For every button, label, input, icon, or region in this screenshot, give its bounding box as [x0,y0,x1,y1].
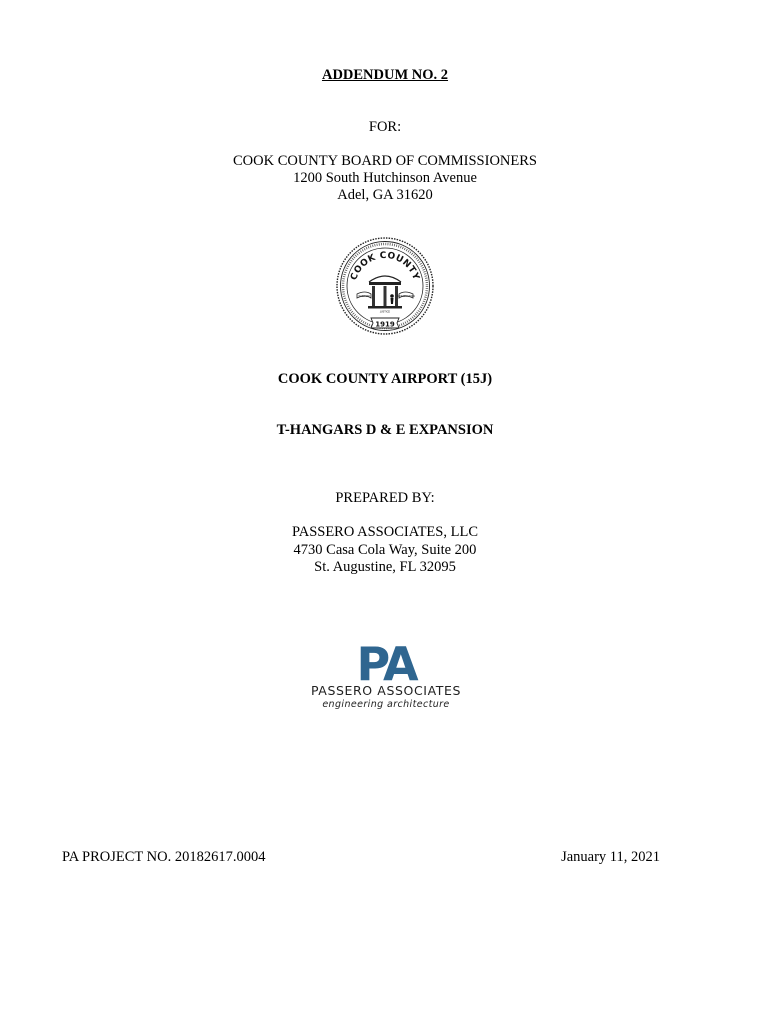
seal-text: COOK COUNTY [349,250,421,282]
document-date: January 11, 2021 [561,849,660,865]
project-number: PA PROJECT NO. 20182617.0004 [62,849,266,865]
owner-city: Adel, GA 31620 [337,187,433,203]
seal-scroll-right: MODERATION [397,295,415,298]
prepared-by-label: PREPARED BY: [335,490,435,506]
seal-scroll-left: WISDOM [358,295,370,298]
preparer-street: 4730 Casa Cola Way, Suite 200 [293,542,477,558]
logo-company: PASSERO ASSOCIATES [310,683,462,698]
seal-year: 1919 [375,320,395,329]
project-subtitle: T-HANGARS D & E EXPANSION [276,422,494,438]
passero-associates-logo-icon [308,640,468,712]
preparer-city: St. Augustine, FL 32095 [314,559,456,575]
svg-text:COOK COUNTY [349,251,421,282]
cook-county-seal-icon [335,236,435,336]
preparer-name: PASSERO ASSOCIATES, LLC [291,524,478,540]
owner-name: COOK COUNTY BOARD OF COMMISSIONERS [232,153,537,169]
seal-scroll-mid: JUSTICE [379,310,391,314]
logo-tagline: engineering architecture [322,699,450,710]
project-name: COOK COUNTY AIRPORT (15J) [277,371,493,387]
logo-mark: PA [356,640,416,691]
owner-street: 1200 South Hutchinson Avenue [293,170,477,186]
for-label: FOR: [368,119,402,135]
document-title: ADDENDUM NO. 2 [321,67,449,83]
